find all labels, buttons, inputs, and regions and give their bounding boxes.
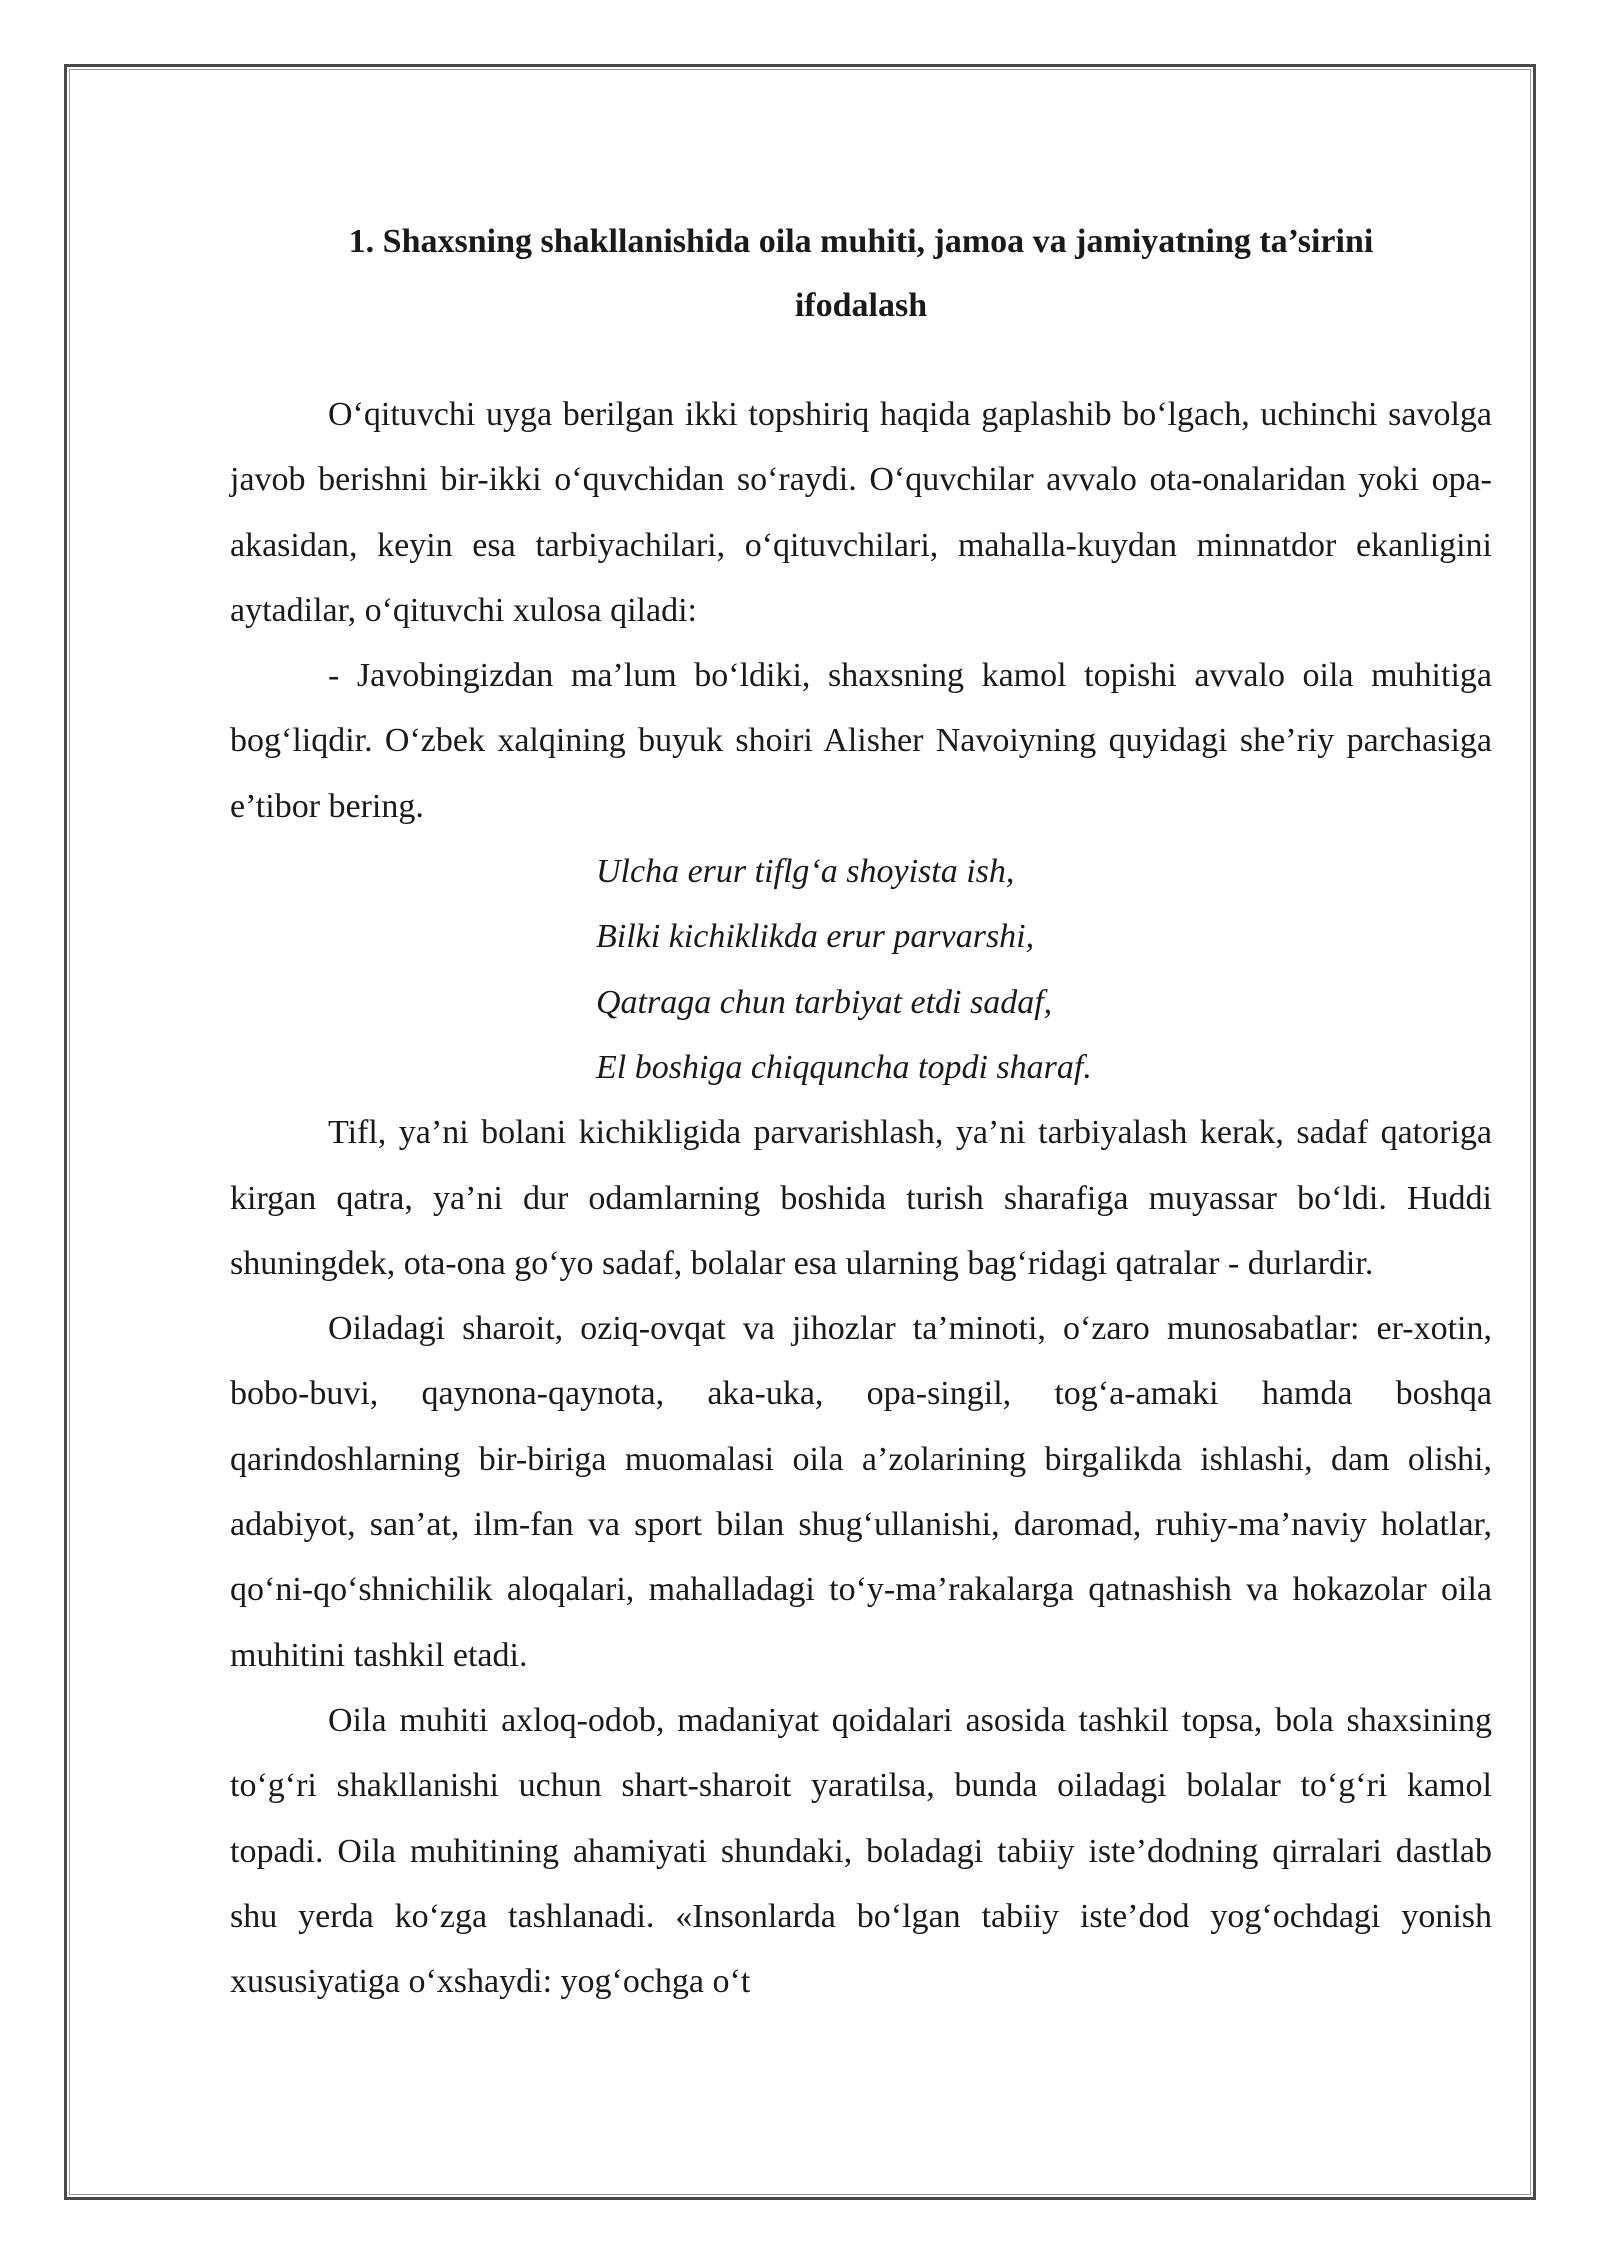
poem-quote: [230, 839, 1492, 1100]
paragraph-3: Tifl, ya’ni bolani kichikligida parvarishlash, ya’ni tarbiyalash kerak, sadaf qatoriga kirgan qatra, ya’ni dur odamlarning boshida turish sharafiga muyassar bo‘ldi. Huddi shuningdek, ota-ona go‘yo sadaf, bolalar esa ularning bag‘ridagi qatralar - durlardir.: [230, 1114, 1492, 1282]
paragraph-2: - Javobingizdan ma’lum bo‘ldiki, shaxsning kamol topishi avvalo oila muhitiga bog‘liqdir. O‘zbek xalqining buyuk shoiri Alisher Navoiyning quyidagi she’riy parchasiga e’tibor bering.: [230, 657, 1492, 825]
poem-line-2: Bilki kichiklikda erur parvarshi,: [596, 918, 1035, 956]
title-line-2: ifodalash: [794, 287, 928, 324]
document-body: [230, 210, 1492, 2014]
poem-line-4: El boshiga chiqquncha topdi sharaf.: [596, 1048, 1092, 1086]
paragraph-1: O‘qituvchi uyga berilgan ikki topshiriq haqida gaplashib bo‘lgach, uchinchi savolga javob berishni bir-ikki o‘quvchidan so‘raydi. O‘quvchilar avvalo ota-onalaridan yoki opa-akasidan, keyin esa tarbiyachilari, o‘qituvchilari, mahalla-kuydan minnatdor ekanligini aytadilar, o‘qituvchi xulosa qiladi:: [230, 396, 1492, 629]
poem-line-3: Qatraga chun tarbiyat etdi sadaf,: [596, 983, 1053, 1021]
poem-line-1: Ulcha erur tiflg‘a shoyista ish,: [596, 853, 1015, 891]
title-line-1: 1. Shaxsning shakllanishida oila muhiti, jamoa va jamiyatning ta’sirini: [348, 223, 1374, 260]
paragraph-5: Oila muhiti axloq-odob, madaniyat qoidalari asosida tashkil topsa, bola shaxsining to‘g‘ri shakllanishi uchun shart-sharoit yaratilsa, bunda oiladagi bolalar to‘g‘ri kamol topadi. Oila muhitining ahamiyati shundaki, boladagi tabiiy iste’dodning qirralari dastlab shu yerda ko‘zga tashlanadi. «Insonlarda bo‘lgan tabiiy iste’dod yog‘ochdagi yonish xususiyatiga o‘xshaydi: yog‘ochga o‘t: [230, 1701, 1492, 2001]
document-title: [230, 210, 1492, 338]
paragraph-4: Oiladagi sharoit, oziq-ovqat va jihozlar ta’minoti, o‘zaro munosabatlar: er-xotin, bobo-buvi, qaynona-qaynota, aka-uka, opa-singil, tog‘a-amaki hamda boshqa qarindoshlarning bir-biriga muomalasi oila a’zolarining birgalikda ishlashi, dam olishi, adabiyot, san’at, ilm-fan va sport bilan shug‘ullanishi, daromad, ruhiy-ma’naviy holatlar, qo‘ni-qo‘shnichilik aloqalari, mahalladagi to‘y-ma’rakalarga qatnashish va hokazolar oila muhitini tashkil etadi.: [230, 1310, 1492, 1674]
